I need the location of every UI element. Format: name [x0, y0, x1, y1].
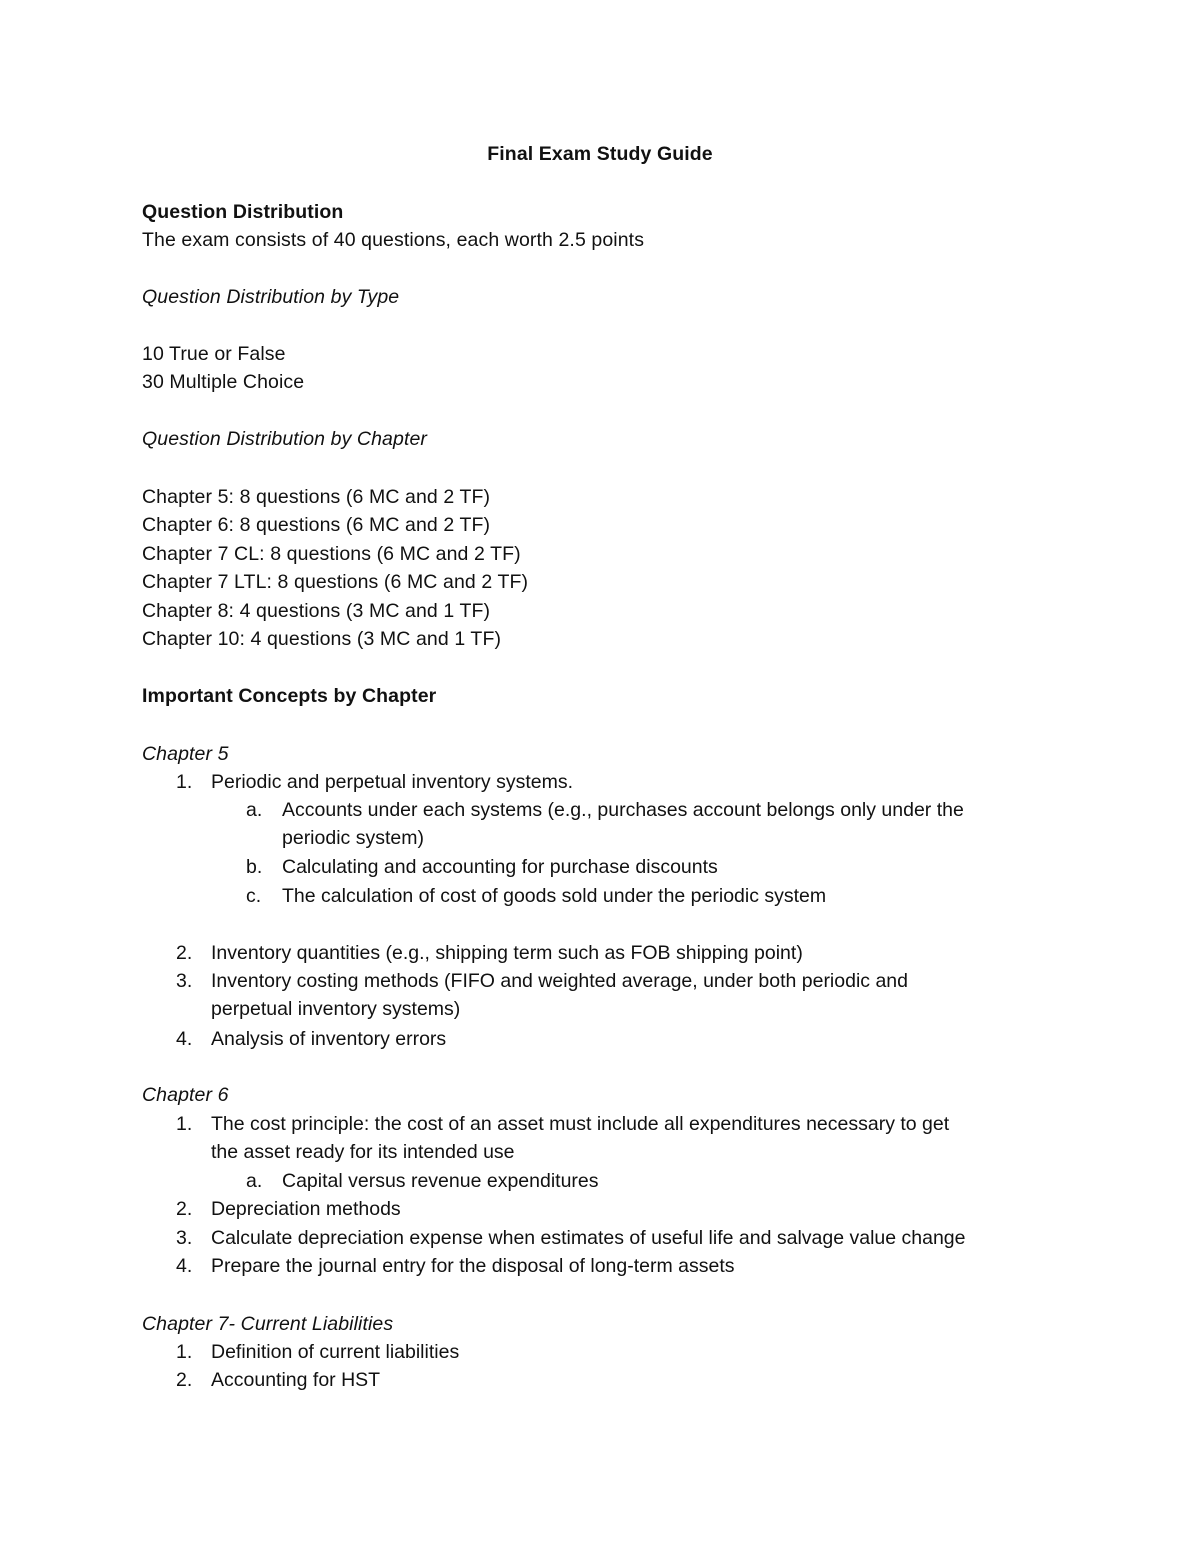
list-item-text: Definition of current liabilities — [211, 1341, 460, 1363]
chapter-distribution-line: Chapter 6: 8 questions (6 MC and 2 TF) — [142, 514, 491, 536]
list-number: 1. — [176, 1341, 193, 1363]
sub-list-letter: b. — [246, 856, 263, 878]
subheading-by-chapter: Question Distribution by Chapter — [142, 428, 428, 450]
chapter5-heading: Chapter 5 — [142, 743, 229, 765]
list-item-text: the asset ready for its intended use — [211, 1141, 515, 1163]
type-line: 30 Multiple Choice — [142, 371, 305, 393]
subheading-by-type: Question Distribution by Type — [142, 286, 400, 308]
list-number: 2. — [176, 1369, 193, 1391]
sub-list-item-text: Accounts under each systems (e.g., purchases account belongs only under the — [282, 799, 964, 821]
sub-list-item-text: The calculation of cost of goods sold under the periodic system — [282, 885, 827, 907]
exam-intro-text: The exam consists of 40 questions, each worth 2.5 points — [142, 229, 645, 251]
list-item-text: Calculate depreciation expense when estimates of useful life and salvage value change — [211, 1227, 966, 1249]
list-number: 4. — [176, 1028, 193, 1050]
sub-list-letter: a. — [246, 1170, 263, 1192]
chapter-distribution-line: Chapter 7 CL: 8 questions (6 MC and 2 TF) — [142, 543, 521, 565]
chapter-distribution-line: Chapter 8: 4 questions (3 MC and 1 TF) — [142, 600, 491, 622]
chapter-distribution-line: Chapter 10: 4 questions (3 MC and 1 TF) — [142, 628, 502, 650]
list-item-text: Periodic and perpetual inventory systems. — [211, 771, 574, 793]
list-item-text: The cost principle: the cost of an asset must include all expenditures necessary to get — [211, 1113, 950, 1135]
sub-list-item-text: Calculating and accounting for purchase discounts — [282, 856, 718, 878]
chapter-distribution-line: Chapter 7 LTL: 8 questions (6 MC and 2 TF) — [142, 571, 529, 593]
chapter-distribution-line: Chapter 5: 8 questions (6 MC and 2 TF) — [142, 486, 491, 508]
sub-list-item-text: periodic system) — [282, 827, 424, 849]
list-number: 1. — [176, 1113, 193, 1135]
sub-list-letter: c. — [246, 885, 262, 907]
list-item-text: Prepare the journal entry for the disposal of long-term assets — [211, 1255, 735, 1277]
section-heading-important-concepts: Important Concepts by Chapter — [142, 685, 437, 707]
sub-list-item-text: Capital versus revenue expenditures — [282, 1170, 599, 1192]
type-line: 10 True or False — [142, 343, 286, 365]
list-number: 2. — [176, 942, 193, 964]
sub-list-letter: a. — [246, 799, 263, 821]
section-heading-question-distribution: Question Distribution — [142, 201, 344, 223]
chapter7-current-liabilities-heading: Chapter 7- Current Liabilities — [142, 1313, 394, 1335]
list-number: 2. — [176, 1198, 193, 1220]
list-item-text: Accounting for HST — [211, 1369, 381, 1391]
list-number: 3. — [176, 1227, 193, 1249]
list-item-text: Depreciation methods — [211, 1198, 401, 1220]
list-number: 4. — [176, 1255, 193, 1277]
list-number: 1. — [176, 771, 193, 793]
list-item-text: perpetual inventory systems) — [211, 998, 461, 1020]
list-number: 3. — [176, 970, 193, 992]
document-title: Final Exam Study Guide — [487, 143, 713, 165]
chapter6-heading: Chapter 6 — [142, 1084, 229, 1106]
list-item-text: Inventory quantities (e.g., shipping term such as FOB shipping point) — [211, 942, 803, 964]
list-item-text: Analysis of inventory errors — [211, 1028, 447, 1050]
list-item-text: Inventory costing methods (FIFO and weighted average, under both periodic and — [211, 970, 908, 992]
